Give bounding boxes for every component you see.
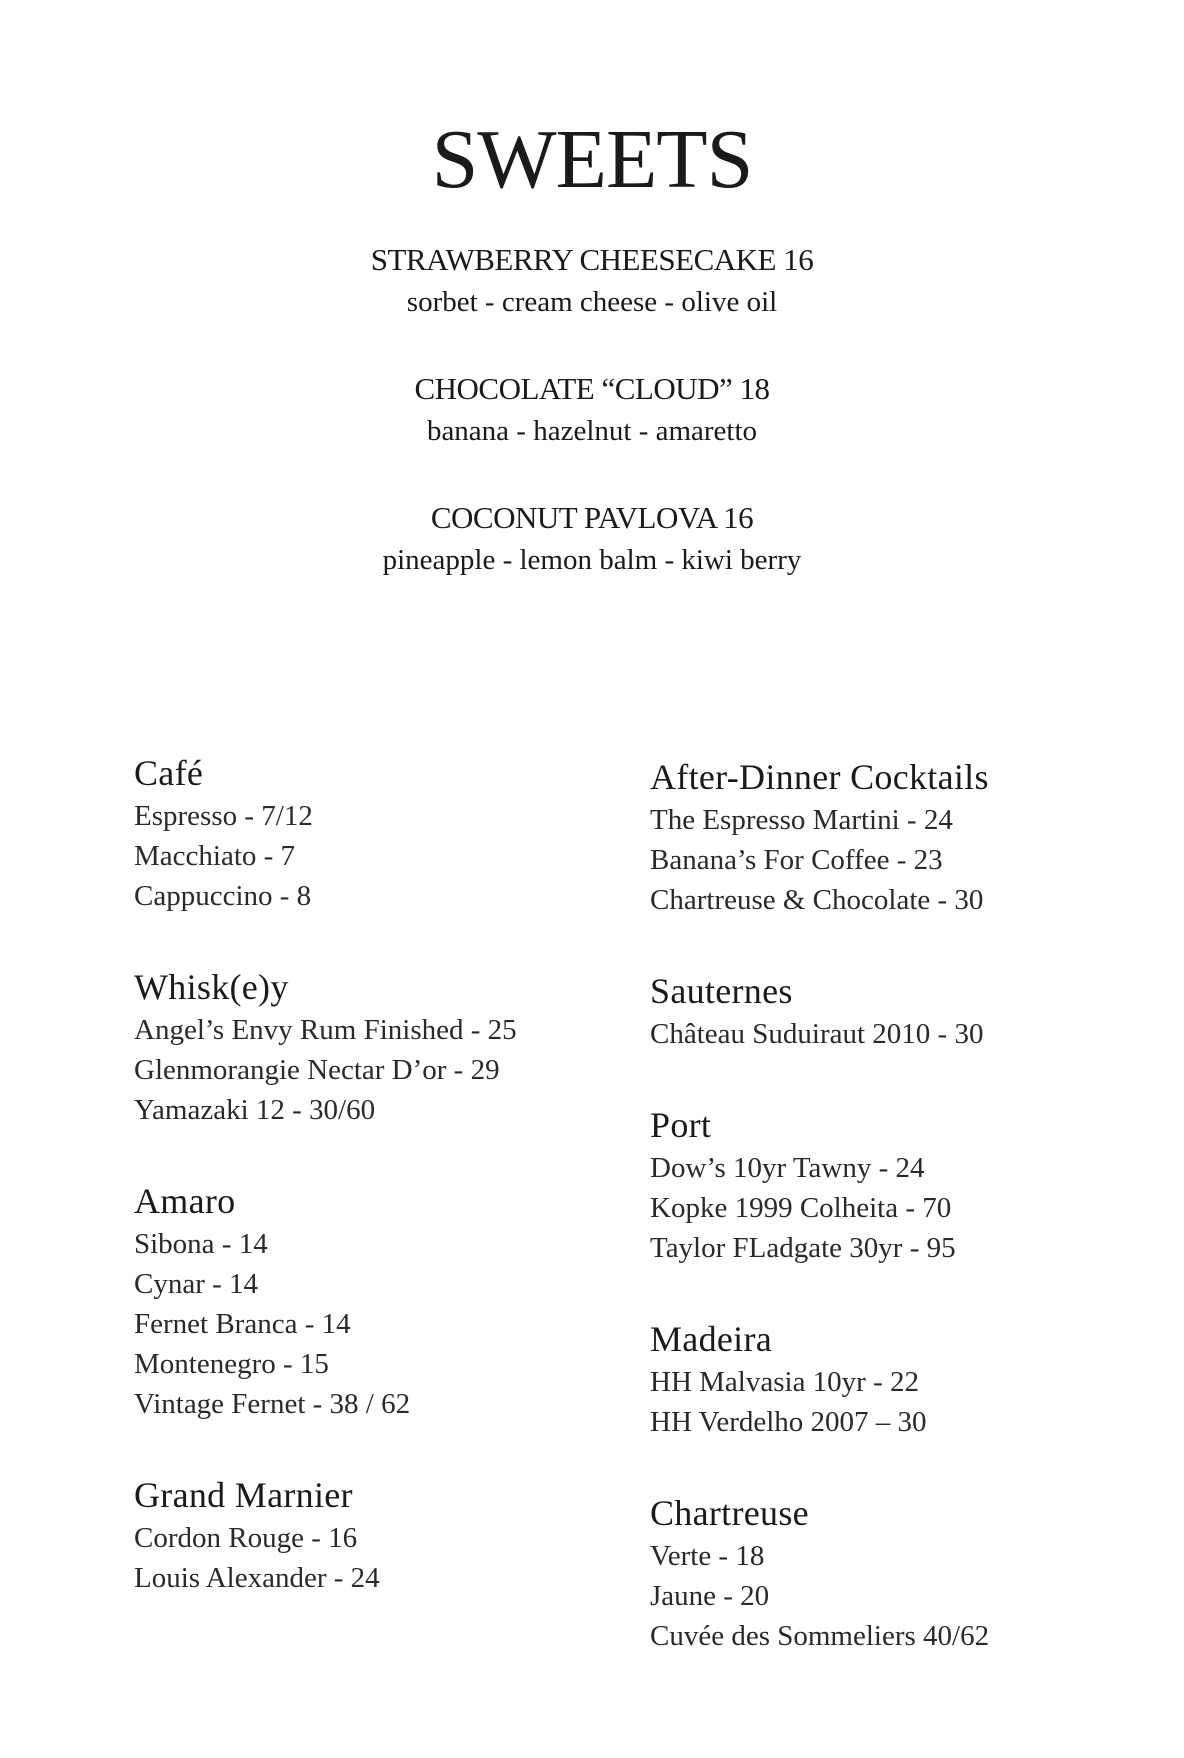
dish-coconut-pavlova [0,498,1184,582]
section-heading: Whisk(e)y [134,967,289,1007]
dish-name: COCONUT PAVLOVA 16 [430,500,754,535]
right-column [650,754,1120,1656]
menu-item: Montenegro - 15 [134,1348,329,1380]
menu-item: Fernet Branca - 14 [134,1308,351,1340]
menu-item: Jaune - 20 [650,1580,770,1612]
menu-item: Chartreuse & Chocolate - 30 [650,884,984,916]
dish-strawberry-cheesecake [0,240,1184,324]
menu-item: Angel’s Envy Rum Finished - 25 [134,1014,517,1046]
menu-item: Cuvée des Sommeliers 40/62 [650,1620,990,1652]
dish-description: banana - hazelnut - amaretto [426,415,758,447]
section-heading: Sauternes [650,971,793,1011]
menu-item: Dow’s 10yr Tawny - 24 [650,1152,925,1184]
menu-item: Kopke 1999 Colheita - 70 [650,1192,952,1224]
dish-chocolate-cloud [0,369,1184,453]
section-after-dinner-cocktails [650,754,1120,920]
section-heading: Port [650,1105,712,1145]
left-column [134,750,604,1598]
section-amaro [134,1178,604,1424]
section-heading: Chartreuse [650,1493,809,1533]
dish-name: CHOCOLATE “CLOUD” 18 [414,371,770,406]
section-heading: Grand Marnier [134,1475,353,1515]
section-whiskey [134,964,604,1130]
page-title: SWEETS [431,113,753,206]
section-sauternes [650,968,1120,1054]
section-cafe [134,750,604,916]
menu-item: Macchiato - 7 [134,840,296,872]
menu-item: Vintage Fernet - 38 / 62 [134,1388,411,1420]
menu-item: Verte - 18 [650,1540,765,1572]
menu-item: Banana’s For Coffee - 23 [650,844,943,876]
menu-item: Louis Alexander - 24 [134,1562,380,1594]
menu-item: The Espresso Martini - 24 [650,804,953,836]
menu-item: Château Suduiraut 2010 - 30 [650,1018,984,1050]
section-heading: Café [134,753,204,793]
menu-item: Glenmorangie Nectar D’or - 29 [134,1054,500,1086]
section-heading: Amaro [134,1181,236,1221]
section-grand-marnier [134,1472,604,1598]
menu-item: Espresso - 7/12 [134,800,313,832]
menu-item: Cynar - 14 [134,1268,259,1300]
dish-description: sorbet - cream cheese - olive oil [406,286,778,318]
section-chartreuse [650,1490,1120,1656]
section-madeira [650,1316,1120,1442]
dish-name: STRAWBERRY CHEESECAKE 16 [370,242,814,277]
dish-description: pineapple - lemon balm - kiwi berry [382,544,802,576]
section-port [650,1102,1120,1268]
menu-item: Yamazaki 12 - 30/60 [134,1094,376,1126]
menu-item: Taylor FLadgate 30yr - 95 [650,1232,956,1264]
menu-item: HH Malvasia 10yr - 22 [650,1366,920,1398]
section-heading: After-Dinner Cocktails [650,757,989,797]
menu-item: HH Verdelho 2007 – 30 [650,1406,927,1438]
menu-item: Cappuccino - 8 [134,880,312,912]
section-heading: Madeira [650,1319,773,1359]
menu-item: Sibona - 14 [134,1228,268,1260]
menu-item: Cordon Rouge - 16 [134,1522,358,1554]
